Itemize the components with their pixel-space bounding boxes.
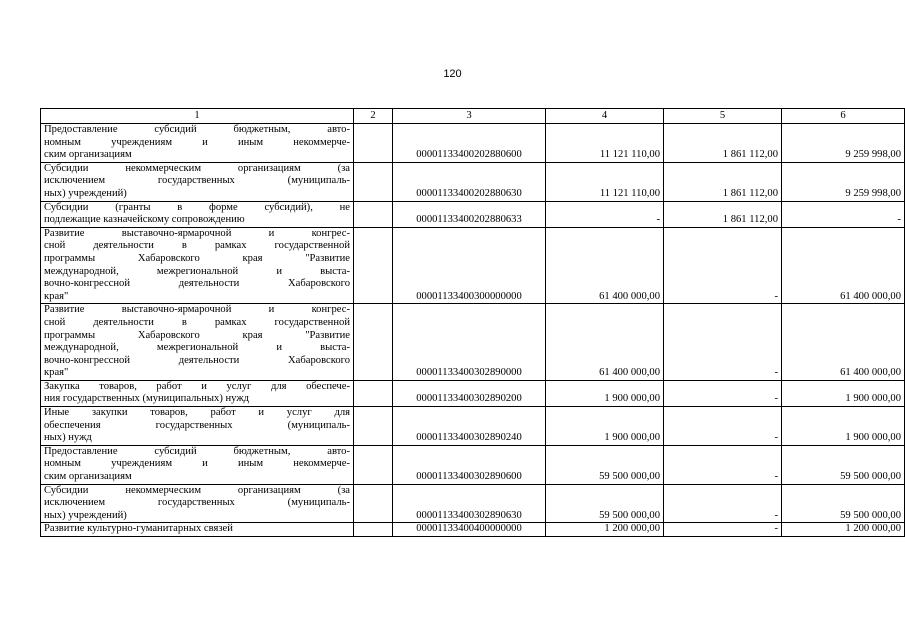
description-line: исключением государственных (муниципаль-: [44, 497, 350, 509]
row-col-6: 61 400 000,00: [782, 227, 905, 304]
description-line: Субсидии некоммерческим организациям (за: [44, 484, 350, 496]
description-line: Субсидии некоммерческим организациям (за: [44, 162, 350, 174]
row-description: [41, 523, 354, 537]
header-col-5: 5: [664, 109, 782, 124]
row-code: 00001133400400000000: [393, 523, 546, 537]
table-row: [41, 304, 905, 381]
row-col-4: -: [546, 201, 664, 227]
page-number: 120: [443, 68, 462, 80]
row-description: [41, 445, 354, 484]
description-line: края": [44, 367, 69, 379]
table-row: [41, 523, 905, 537]
header-col-3: 3: [393, 109, 546, 124]
row-description: [41, 201, 354, 227]
description-line: ния государственных (муниципальных) нужд: [44, 393, 250, 405]
row-col-5: 1 861 112,00: [664, 124, 782, 163]
table-row: [41, 407, 905, 446]
row-col-2: [354, 201, 393, 227]
row-col-6: 1 900 000,00: [782, 380, 905, 406]
description-line: ским организациям: [44, 149, 132, 161]
row-description: [41, 304, 354, 381]
table-header-row: [41, 109, 905, 124]
description-line: программы Хабаровского края "Развитие: [44, 252, 350, 264]
row-col-6: 59 500 000,00: [782, 445, 905, 484]
row-col-4: 59 500 000,00: [546, 445, 664, 484]
header-col-1: 1: [41, 109, 354, 124]
row-col-4: 11 121 110,00: [546, 124, 664, 163]
table-row: [41, 380, 905, 406]
row-description: [41, 162, 354, 201]
row-col-6: 1 200 000,00: [782, 523, 905, 537]
row-col-4: 1 900 000,00: [546, 407, 664, 446]
row-col-2: [354, 484, 393, 523]
row-col-6: 61 400 000,00: [782, 304, 905, 381]
row-col-4: 61 400 000,00: [546, 227, 664, 304]
row-code: 00001133400302890240: [393, 407, 546, 446]
table-row: [41, 201, 905, 227]
row-description: [41, 380, 354, 406]
row-col-2: [354, 407, 393, 446]
description-line: Предоставление субсидий бюджетным, авто-: [44, 124, 350, 135]
description-line: ским организациям: [44, 471, 132, 483]
row-code: 00001133400202880633: [393, 201, 546, 227]
description-line: программы Хабаровского края "Развитие: [44, 329, 350, 341]
description-line: вочно-конгрессной деятельности Хабаровского: [44, 354, 350, 366]
table-row: [41, 484, 905, 523]
row-description: [41, 124, 354, 163]
description-line: сной деятельности в рамках государственной: [44, 316, 350, 328]
row-col-2: [354, 380, 393, 406]
row-description: [41, 484, 354, 523]
description-line: края": [44, 290, 69, 302]
row-col-2: [354, 124, 393, 163]
row-col-5: -: [664, 484, 782, 523]
row-code: 00001133400300000000: [393, 227, 546, 304]
row-col-2: [354, 227, 393, 304]
row-code: 00001133400302890600: [393, 445, 546, 484]
row-col-4: 1 200 000,00: [546, 523, 664, 537]
description-line: международной, межрегиональной и выста-: [44, 342, 350, 354]
row-col-5: 1 861 112,00: [664, 162, 782, 201]
row-col-2: [354, 523, 393, 537]
row-code: 00001133400202880600: [393, 124, 546, 163]
row-code: 00001133400302890000: [393, 304, 546, 381]
row-col-6: 9 259 998,00: [782, 124, 905, 163]
description-line: Субсидии (гранты в форме субсидий), не: [44, 201, 350, 213]
description-line: обеспечения государственных (муниципаль-: [44, 419, 350, 431]
header-col-4: 4: [546, 109, 664, 124]
row-description: [41, 407, 354, 446]
row-col-5: -: [664, 380, 782, 406]
description-line: Развитие культурно-гуманитарных связей: [44, 523, 233, 535]
budget-table: [40, 108, 905, 537]
header-col-2: 2: [354, 109, 393, 124]
row-col-2: [354, 445, 393, 484]
row-col-5: 1 861 112,00: [664, 201, 782, 227]
description-line: Иные закупки товаров, работ и услуг для: [44, 407, 350, 419]
description-line: вочно-конгрессной деятельности Хабаровского: [44, 278, 350, 290]
row-col-4: 61 400 000,00: [546, 304, 664, 381]
row-code: 00001133400202880630: [393, 162, 546, 201]
row-col-6: -: [782, 201, 905, 227]
row-code: 00001133400302890200: [393, 380, 546, 406]
table-body: [41, 124, 905, 537]
table-row: [41, 124, 905, 163]
row-col-5: -: [664, 304, 782, 381]
description-line: номным учреждениям и иным некоммерче-: [44, 136, 350, 148]
row-code: 00001133400302890630: [393, 484, 546, 523]
row-col-4: 1 900 000,00: [546, 380, 664, 406]
table-row: [41, 445, 905, 484]
row-col-6: 9 259 998,00: [782, 162, 905, 201]
description-line: сной деятельности в рамках государственной: [44, 240, 350, 252]
description-line: международной, межрегиональной и выста-: [44, 265, 350, 277]
description-line: Предоставление субсидий бюджетным, авто-: [44, 445, 350, 457]
description-line: Развитие выставочно-ярмарочной и конгрес-: [44, 227, 350, 239]
row-col-6: 1 900 000,00: [782, 407, 905, 446]
description-line: ных) учреждений): [44, 509, 127, 521]
header-col-6: 6: [782, 109, 905, 124]
row-col-5: -: [664, 227, 782, 304]
description-line: номным учреждениям и иным некоммерче-: [44, 458, 350, 470]
row-col-5: -: [664, 523, 782, 537]
table-row: [41, 227, 905, 304]
description-line: подлежащие казначейскому сопровождению: [44, 214, 245, 226]
description-line: исключением государственных (муниципаль-: [44, 175, 350, 187]
row-col-6: 59 500 000,00: [782, 484, 905, 523]
row-col-2: [354, 304, 393, 381]
table-row: [41, 162, 905, 201]
row-description: [41, 227, 354, 304]
row-col-5: -: [664, 445, 782, 484]
description-line: ных) учреждений): [44, 187, 127, 199]
row-col-2: [354, 162, 393, 201]
row-col-5: -: [664, 407, 782, 446]
description-line: ных) нужд: [44, 432, 92, 444]
row-col-4: 59 500 000,00: [546, 484, 664, 523]
row-col-4: 11 121 110,00: [546, 162, 664, 201]
description-line: Закупка товаров, работ и услуг для обеспече-: [44, 380, 350, 392]
description-line: Развитие выставочно-ярмарочной и конгрес-: [44, 304, 350, 316]
